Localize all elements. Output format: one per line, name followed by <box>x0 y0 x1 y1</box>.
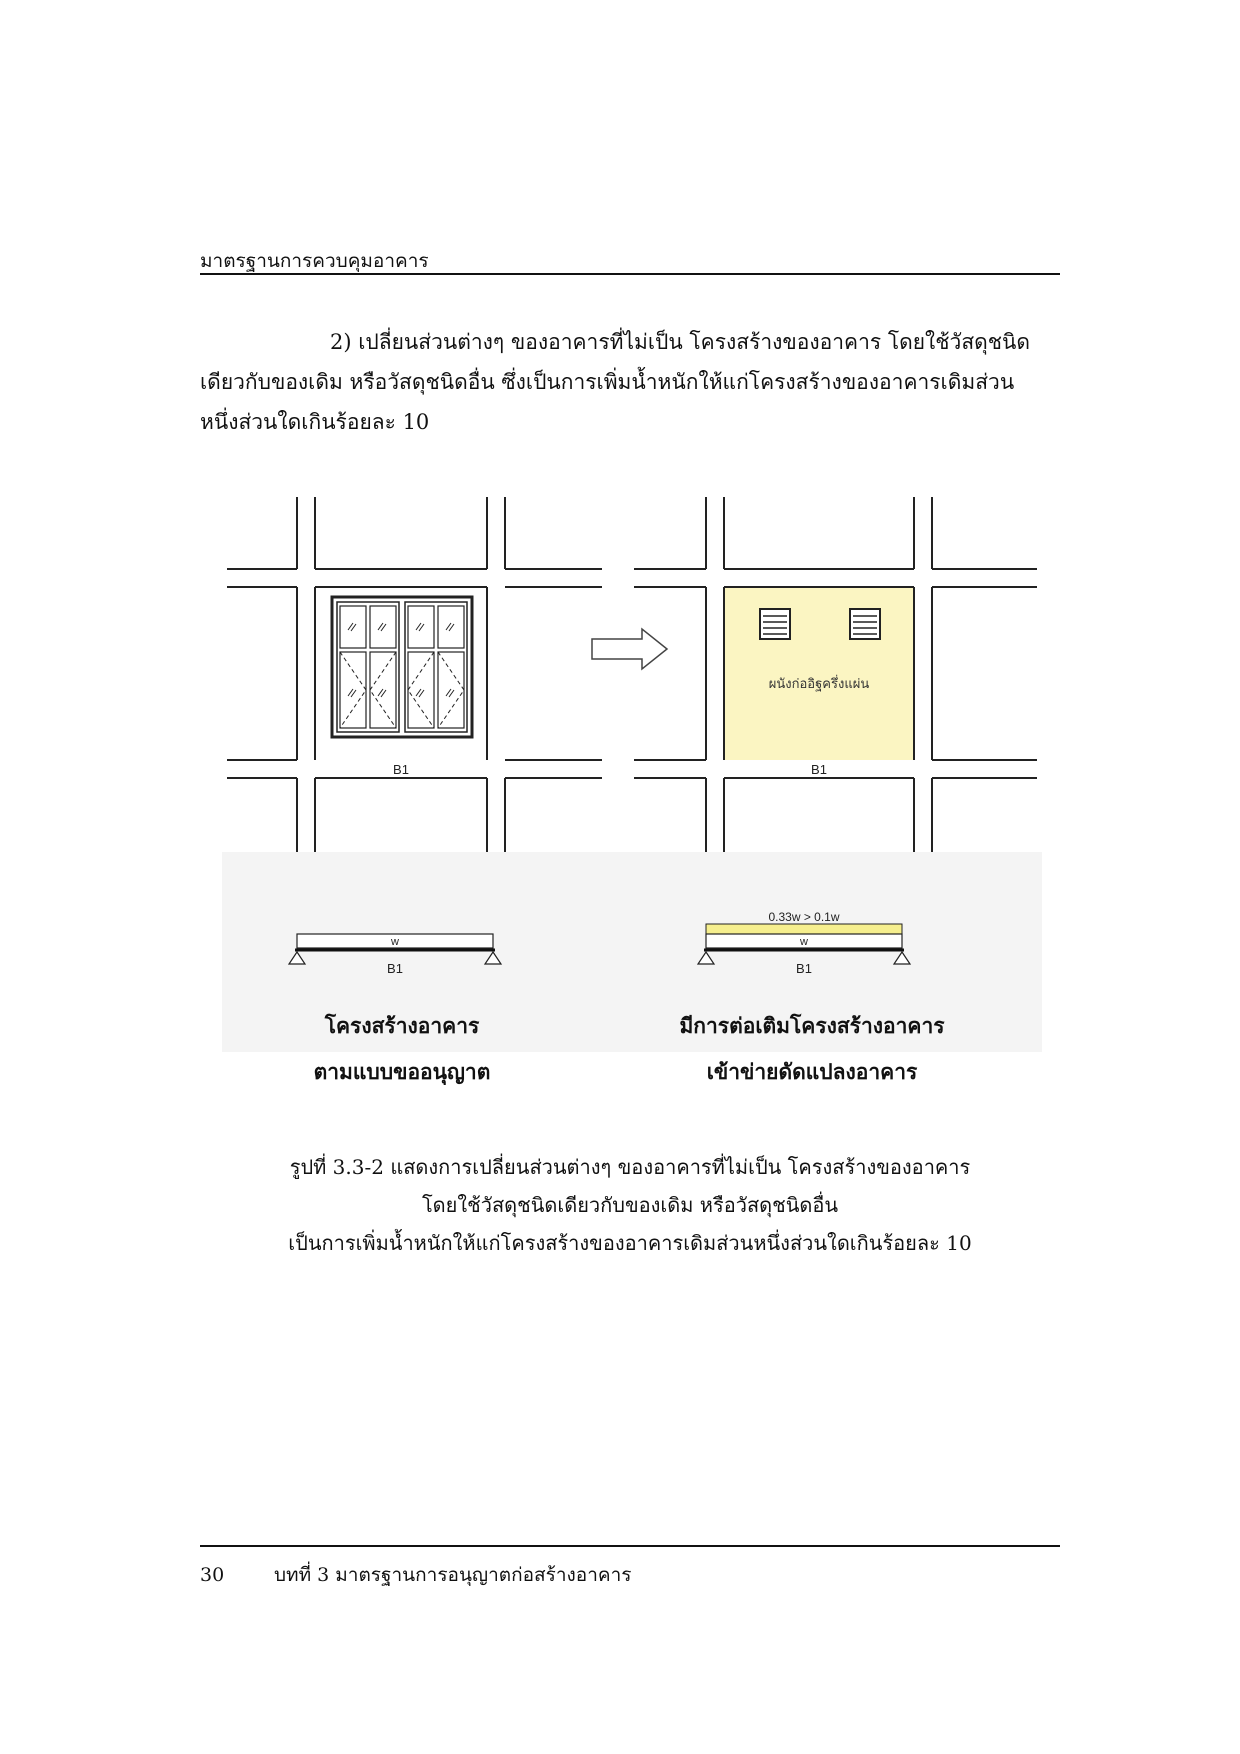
page-number: 30 <box>200 1564 225 1586</box>
load-label: w <box>800 936 808 948</box>
left-beam-label: B1 <box>393 762 409 777</box>
vent-icon <box>850 609 880 639</box>
paragraph-line: เดียวกับของเดิม หรือวัสดุชนิดอื่น ซึ่งเป็นการเพิ่มน้ำหนักให้แก่โครงสร้างของอาคารเดิมส่วน <box>200 370 1015 394</box>
wall-label: ผนังก่ออิฐครึ่งแผ่น <box>768 676 870 691</box>
chapter-title: บทที่ 3 มาตรฐานการอนุญาตก่อสร้างอาคาร <box>274 1564 632 1586</box>
right-panel-subtitle: เข้าข่ายดัดแปลงอาคาร <box>706 1059 918 1084</box>
right-beam-label: B1 <box>811 762 827 777</box>
running-header: มาตรฐานการควบคุมอาคาร <box>200 250 429 272</box>
paragraph-line: หนึ่งส่วนใดเกินร้อยละ 10 <box>200 410 430 434</box>
support-beam-label: B1 <box>387 961 403 976</box>
header-rule <box>200 273 1060 275</box>
caption-line: โดยใช้วัสดุชนิดเดียวกับของเดิม หรือวัสดุชนิดอื่น <box>421 1193 839 1217</box>
added-load-label: 0.33w > 0.1w <box>768 910 840 924</box>
figure-caption <box>200 1148 1060 1262</box>
footer-rule <box>200 1545 1060 1547</box>
window-icon <box>332 597 472 737</box>
vent-icon <box>760 609 790 639</box>
figure-drawing <box>222 492 1042 1052</box>
left-panel-subtitle: ตามแบบขออนุญาต <box>313 1059 491 1084</box>
caption-line: รูปที่ 3.3-2 แสดงการเปลี่ยนส่วนต่างๆ ของอาคารที่ไม่เป็น โครงสร้างของอาคาร <box>289 1155 971 1179</box>
body-paragraph <box>200 322 1060 442</box>
right-panel-title: มีการต่อเติมโครงสร้างอาคาร <box>679 1013 945 1038</box>
added-load-block <box>706 924 902 934</box>
figure-structure-comparison <box>222 492 1042 1084</box>
support-beam-label: B1 <box>796 961 812 976</box>
page-footer <box>200 1560 631 1590</box>
infill-wall <box>724 587 914 760</box>
left-panel-title: โครงสร้างอาคาร <box>324 1013 480 1038</box>
caption-line: เป็นการเพิ่มน้ำหนักให้แก่โครงสร้างของอาคารเดิมส่วนหนึ่งส่วนใดเกินร้อยละ 10 <box>288 1231 972 1255</box>
load-label: w <box>391 936 399 948</box>
arrow-right-icon <box>592 629 667 669</box>
left-frame-grid <box>227 497 602 852</box>
paragraph-line: 2) เปลี่ยนส่วนต่างๆ ของอาคารที่ไม่เป็น โครงสร้างของอาคาร โดยใช้วัสดุชนิด <box>330 330 1031 354</box>
